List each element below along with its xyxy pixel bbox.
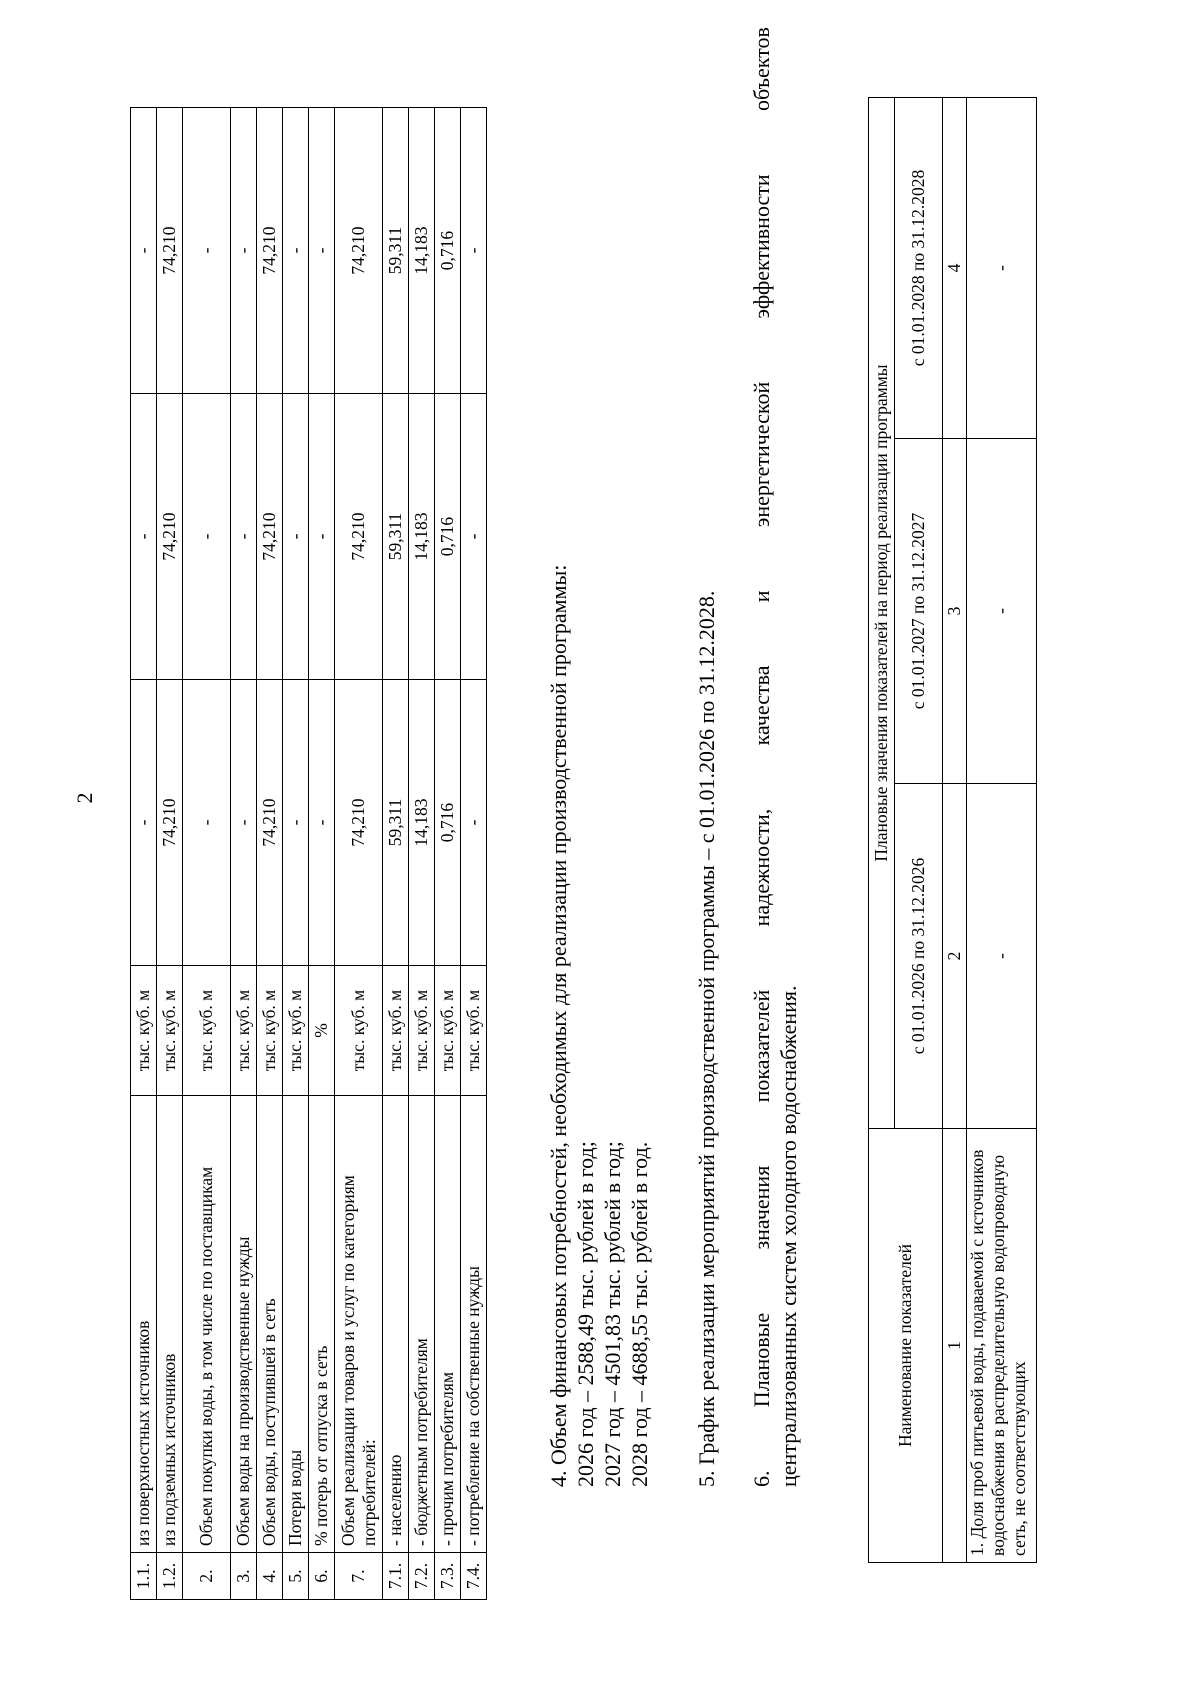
row-value-2027: - — [461, 394, 487, 680]
heading-word: энергетической — [749, 381, 774, 528]
row-value-2027: 74,210 — [157, 394, 183, 680]
row-number: 7.4. — [461, 1553, 487, 1600]
row-unit: тыс. куб. м — [461, 966, 487, 1096]
row-unit: тыс. куб. м — [283, 966, 309, 1096]
column-number: 2 — [943, 784, 967, 1129]
row-value-2026: 0,716 — [435, 680, 461, 966]
header-period-2027: с 01.01.2027 по 31.12.2027 — [895, 439, 943, 784]
heading-word: и — [749, 590, 774, 603]
heading-word: надежности, — [749, 808, 774, 927]
row-unit: % — [309, 966, 335, 1096]
table-row — [257, 108, 283, 1600]
row-name: Объем воды на производственные нужды — [231, 1096, 257, 1553]
column-numbers-row — [943, 98, 967, 1563]
planned-indicators-table — [868, 97, 1037, 1563]
row-value-2027: - — [309, 394, 335, 680]
row-number: 3. — [231, 1553, 257, 1600]
row-number: 4. — [257, 1553, 283, 1600]
heading-word: 6. — [749, 1470, 774, 1487]
row-unit: тыс. куб. м — [383, 966, 409, 1096]
row-value-2028: - — [967, 98, 1037, 439]
header-name: Наименование показателей — [869, 1129, 943, 1563]
row-value-2026: - — [231, 680, 257, 966]
table-row — [383, 108, 409, 1600]
row-number: 7. — [335, 1553, 383, 1600]
row-value-2027: 74,210 — [335, 394, 383, 680]
table-row — [183, 108, 231, 1600]
section-schedule: 5. График реализации мероприятий производственной программы – с 01.01.2026 по 31.12.2028. — [694, 590, 719, 1487]
row-unit: тыс. куб. м — [435, 966, 461, 1096]
row-number: 6. — [309, 1553, 335, 1600]
heading-word: эффективности — [749, 174, 774, 319]
row-name: Потери воды — [283, 1096, 309, 1553]
water-volume-table-body — [131, 108, 487, 1600]
column-number: 4 — [943, 98, 967, 439]
row-value-2028: - — [231, 108, 257, 394]
financial-line-2026: 2026 год – 2588,49 тыс. рублей в год; — [573, 1141, 598, 1487]
row-value-2028: 59,311 — [383, 108, 409, 394]
row-value-2027: - — [183, 394, 231, 680]
row-unit: тыс. куб. м — [157, 966, 183, 1096]
row-number: 7.1. — [383, 1553, 409, 1600]
table-row — [283, 108, 309, 1600]
row-value-2027: 0,716 — [435, 394, 461, 680]
water-volume-table — [130, 107, 487, 1600]
row-value-2026: - — [283, 680, 309, 966]
financial-line-2027: 2027 год – 4501,83 тыс. рублей в год; — [600, 1141, 625, 1487]
section-heading-line1 — [748, 27, 775, 1487]
heading-word: Плановые — [749, 1312, 774, 1408]
table-row — [309, 108, 335, 1600]
column-number: 3 — [943, 439, 967, 784]
header-period-2028: с 01.01.2028 по 31.12.2028 — [895, 98, 943, 439]
row-value-2026: 74,210 — [335, 680, 383, 966]
row-number: 7.3. — [435, 1553, 461, 1600]
row-value-2026: 14,183 — [409, 680, 435, 966]
row-unit: тыс. куб. м — [409, 966, 435, 1096]
page-number: 2 — [72, 792, 97, 804]
row-value-2028: - — [131, 108, 157, 394]
table-row — [967, 98, 1037, 1563]
column-number: 1 — [943, 1129, 967, 1563]
table-row — [461, 108, 487, 1600]
row-value-2028: - — [309, 108, 335, 394]
table-row — [409, 108, 435, 1600]
row-value-2027: - — [131, 394, 157, 680]
row-value-2026: - — [967, 784, 1037, 1129]
row-name: - бюджетным потребителям — [409, 1096, 435, 1553]
row-name: Объем покупки воды, в том числе по поставщикам — [183, 1096, 231, 1553]
row-name: - потребление на собственные нужды — [461, 1096, 487, 1553]
table-row — [335, 108, 383, 1600]
header-period-2026: с 01.01.2026 по 31.12.2026 — [895, 784, 943, 1129]
row-name: Объем воды, поступившей в сеть — [257, 1096, 283, 1553]
heading-word: объектов — [749, 27, 774, 112]
row-value-2028: 14,183 — [409, 108, 435, 394]
row-name: - прочим потребителям — [435, 1096, 461, 1553]
row-name: из подземных источников — [157, 1096, 183, 1553]
row-unit: тыс. куб. м — [131, 966, 157, 1096]
row-name: 1. Доля проб питьевой воды, подаваемой с источников водоснабжения в распределительную водопроводную сеть, не соответствующих — [967, 1129, 1037, 1563]
row-number: 7.2. — [409, 1553, 435, 1600]
row-value-2027: - — [967, 439, 1037, 784]
section-heading-line2: централизованных систем холодного водоснабжения. — [776, 985, 801, 1487]
row-value-2026: - — [131, 680, 157, 966]
row-name: % потерь от отпуска в сеть — [309, 1096, 335, 1553]
table-row — [157, 108, 183, 1600]
table-row — [131, 108, 157, 1600]
row-value-2028: 74,210 — [157, 108, 183, 394]
table-row — [231, 108, 257, 1600]
row-value-2026: 74,210 — [257, 680, 283, 966]
row-value-2028: - — [283, 108, 309, 394]
row-value-2027: 74,210 — [257, 394, 283, 680]
row-value-2027: 59,311 — [383, 394, 409, 680]
section-planned-values — [748, 27, 802, 1487]
heading-word: показателей — [749, 989, 774, 1103]
row-value-2028: 0,716 — [435, 108, 461, 394]
header-row-group — [869, 98, 895, 1563]
row-value-2028: 74,210 — [257, 108, 283, 394]
row-unit: тыс. куб. м — [231, 966, 257, 1096]
row-value-2028: 74,210 — [335, 108, 383, 394]
row-number: 1.2. — [157, 1553, 183, 1600]
header-group: Плановые значения показателей на период реализации программы — [869, 98, 895, 1129]
row-number: 2. — [183, 1553, 231, 1600]
row-unit: тыс. куб. м — [257, 966, 283, 1096]
row-unit: тыс. куб. м — [335, 966, 383, 1096]
financial-line-2028: 2028 год – 4688,55 тыс. рублей в год. — [627, 1141, 652, 1487]
row-value-2028: - — [461, 108, 487, 394]
row-value-2027: - — [283, 394, 309, 680]
row-value-2026: - — [183, 680, 231, 966]
row-name: из поверхностных источников — [131, 1096, 157, 1553]
row-name: - населению — [383, 1096, 409, 1553]
row-value-2027: 14,183 — [409, 394, 435, 680]
heading-word: качества — [749, 665, 774, 746]
heading-word: значения — [749, 1165, 774, 1250]
row-unit: тыс. куб. м — [183, 966, 231, 1096]
row-value-2027: - — [231, 394, 257, 680]
row-value-2026: - — [309, 680, 335, 966]
table-row — [435, 108, 461, 1600]
row-name: Объем реализации товаров и услуг по категориям потребителей: — [335, 1096, 383, 1553]
section-heading: 4. Объем финансовых потребностей, необходимых для реализации производственной программы: — [546, 564, 571, 1487]
row-number: 1.1. — [131, 1553, 157, 1600]
row-value-2026: - — [461, 680, 487, 966]
row-value-2026: 74,210 — [157, 680, 183, 966]
row-value-2026: 59,311 — [383, 680, 409, 966]
row-number: 5. — [283, 1553, 309, 1600]
row-value-2028: - — [183, 108, 231, 394]
section-financial-needs — [545, 87, 653, 1487]
